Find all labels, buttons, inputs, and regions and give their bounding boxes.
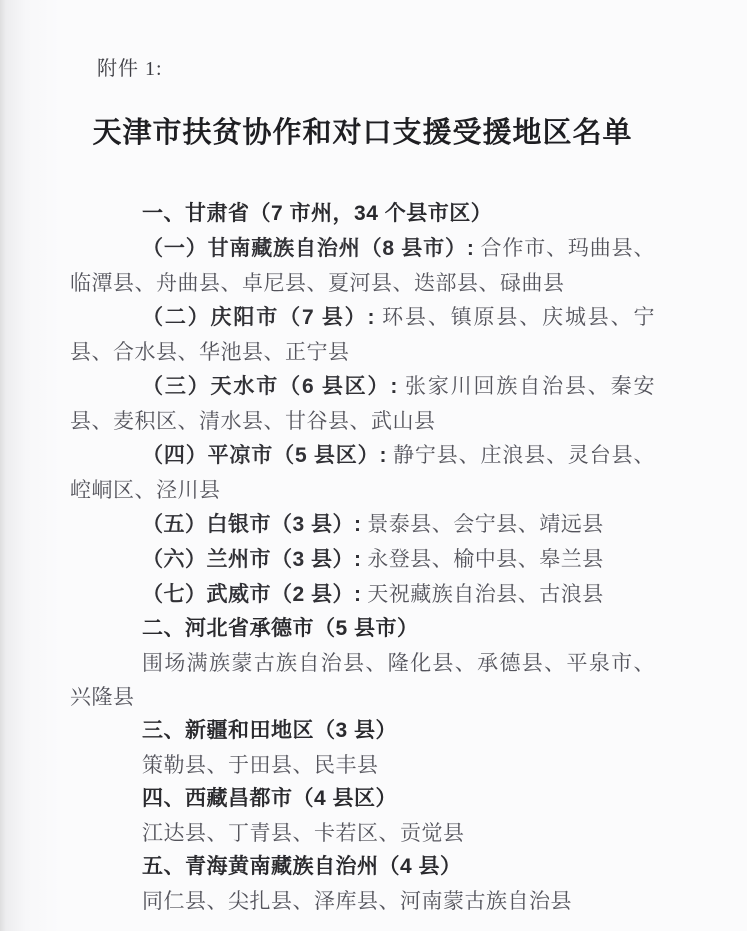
sub-item-label: （三）天水市（6 县区）:: [142, 375, 398, 398]
section-body-xizang-changdu: 江达县、丁青县、卡若区、贡觉县: [142, 821, 465, 845]
document-title: 天津市扶贫协作和对口支援受援地区名单: [92, 117, 633, 149]
section-body-qinghai-huangnan: 同仁县、尖扎县、泽库县、河南蒙古族自治县: [142, 889, 572, 913]
sub-item-tianshui: [70, 369, 655, 438]
section-heading-gansu: 一、甘肃省（7 市州，34 个县市区）: [142, 202, 493, 225]
section-body-hebei-chengde: 围场满族蒙古族自治县、隆化县、承德县、平泉市、兴隆县: [70, 651, 655, 709]
section-heading-xinjiang-hetian: 三、新疆和田地区（3 县）: [142, 719, 398, 742]
sub-item-baiyin: [70, 507, 655, 542]
section-heading-qinghai-huangnan: 五、青海黄南藏族自治州（4 县）: [142, 855, 462, 878]
sub-item-pingliang: [70, 438, 655, 507]
sub-item-text: 天祝藏族自治县、古浪县: [367, 582, 604, 606]
section-body-xinjiang-hetian: 策勒县、于田县、民丰县: [142, 753, 379, 777]
sub-item-text: 合作市、玛曲县、临潭县、舟曲县、卓尼县、夏河县、迭部县、碌曲县: [70, 236, 656, 295]
attachment-label: 附件 1:: [97, 58, 163, 80]
section-heading-hebei-chengde: 二、河北省承德市（5 县市）: [142, 617, 419, 640]
sub-item-text: 环县、镇原县、庆城县、宁县、合水县、华池县、正宁县: [70, 305, 656, 364]
sub-item-gannan: [70, 231, 655, 300]
sub-item-label: （四）平凉市（5 县区）:: [142, 444, 387, 467]
sub-item-label: （六）兰州市（3 县）:: [142, 548, 362, 571]
document-content: [70, 197, 655, 918]
sub-item-label: （七）武威市（2 县）:: [142, 583, 362, 606]
sub-item-qingyang: [70, 300, 655, 369]
section-heading-xizang-changdu: 四、西藏昌都市（4 县区）: [142, 787, 398, 810]
sub-item-label: （二）庆阳市（7 县）:: [142, 306, 376, 329]
sub-item-text: 永登县、榆中县、皋兰县: [367, 547, 604, 571]
sub-item-wuwei: [70, 577, 655, 612]
sub-item-label: （五）白银市（3 县）:: [142, 513, 362, 536]
sub-item-text: 景泰县、会宁县、靖远县: [367, 512, 604, 536]
sub-item-lanzhou: [70, 542, 655, 577]
sub-item-text: 静宁县、庄浪县、灵台县、崆峒区、泾川县: [70, 443, 655, 502]
sub-item-label: （一）甘南藏族自治州（8 县市）:: [142, 237, 475, 260]
sub-item-text: 张家川回族自治县、秦安县、麦积区、清水县、甘谷县、武山县: [70, 374, 655, 433]
